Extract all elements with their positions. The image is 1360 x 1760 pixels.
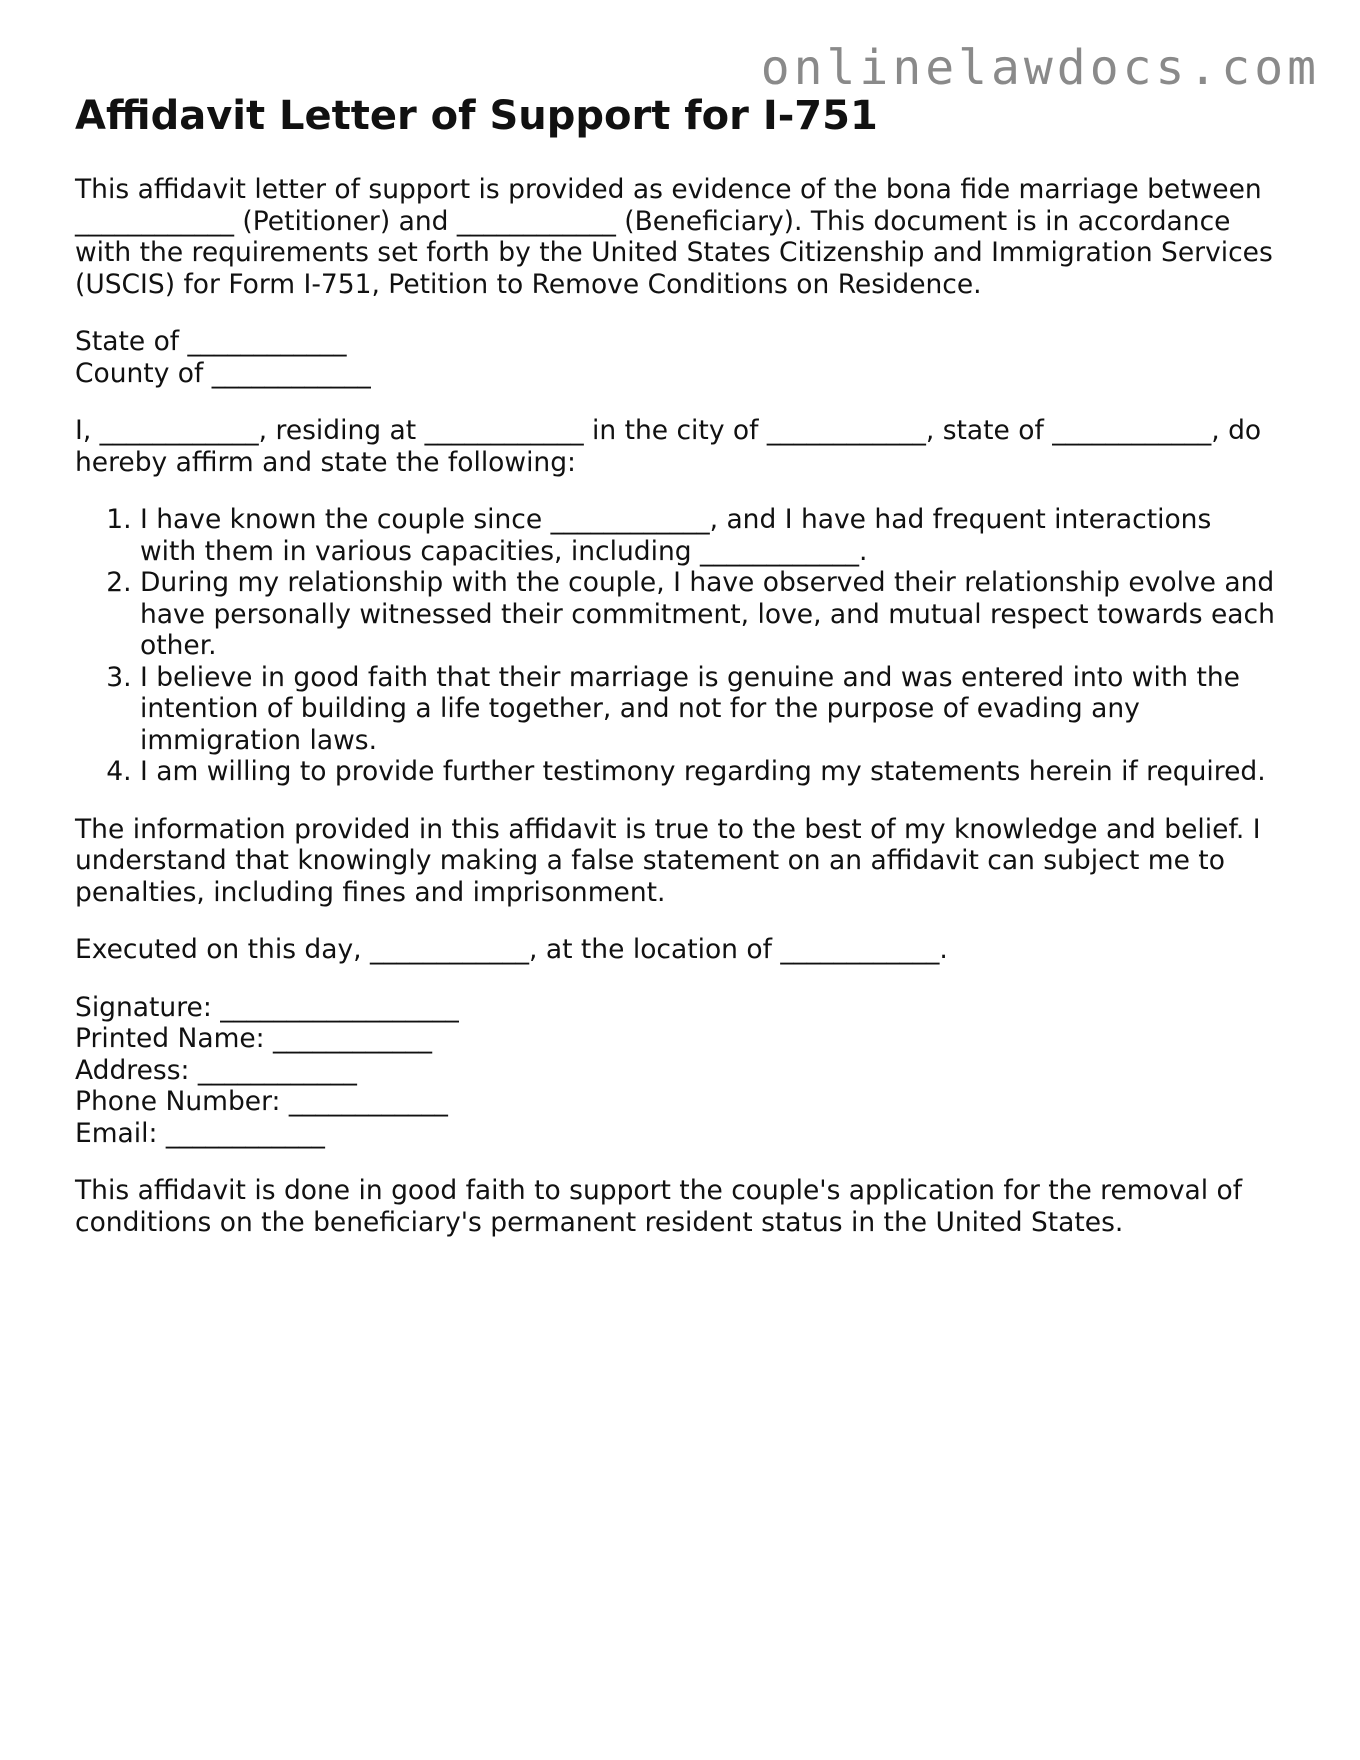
- document-page: [75, 92, 1275, 1238]
- venue-state: State of ____________: [75, 326, 347, 357]
- truth-statement: The information provided in this affidavit is true to the best of my knowledge and belief. I understand that knowingly making a false statement on an affidavit can subject me to penalties, including fines and imprisonment.: [75, 813, 1261, 908]
- statement-item: 3. I believe in good faith that their marriage is genuine and was entered into with the intention of building a life together, and not for the purpose of evading any immigration laws.: [140, 662, 1275, 757]
- address-line: Address: ____________: [75, 1054, 357, 1086]
- statements-list: [75, 504, 1275, 788]
- intro-paragraph: This affidavit letter of support is provided as evidence of the bona fide marriage between ____________ (Petitioner) and ____________ (Beneficiary). This document is in accordance with the requirements set forth by the United States Citizenship and Immigration Services (USCIS) for Form I-751, Petition to Remove Conditions on Residence.: [75, 174, 1273, 300]
- statement-item: 4. I am willing to provide further testimony regarding my statements herein if required.: [140, 756, 1275, 788]
- document-title: Affidavit Letter of Support for I-751: [75, 93, 878, 139]
- venue-block: [75, 326, 1275, 389]
- venue-county: County of ____________: [75, 357, 371, 389]
- statement-item: 2. During my relationship with the couple, I have observed their relationship evolve and have personally witnessed their commitment, love, and mutual respect towards each other.: [140, 567, 1275, 662]
- phone-line: Phone Number: ____________: [75, 1086, 448, 1117]
- watermark: onlinelawdocs.com: [760, 40, 1320, 96]
- printed-name-line: Printed Name: ____________: [75, 1023, 433, 1054]
- email-line: Email: ____________: [75, 1117, 325, 1149]
- executed-line: Executed on this day, ____________, at the location of ____________.: [75, 934, 948, 965]
- statement-item: 1. I have known the couple since ____________, and I have had frequent interactions with them in various capacities, including ____________.: [140, 504, 1275, 567]
- signature-block: [75, 992, 1275, 1150]
- affirmation-paragraph: I, ____________, residing at ____________ in the city of ____________, state of ____________, do hereby affirm and state the following:: [75, 415, 1262, 478]
- closing-paragraph: This affidavit is done in good faith to support the couple's application for the removal of conditions on the beneficiary's permanent resident status in the United States.: [75, 1175, 1243, 1238]
- signature-line: Signature: __________________: [75, 991, 459, 1023]
